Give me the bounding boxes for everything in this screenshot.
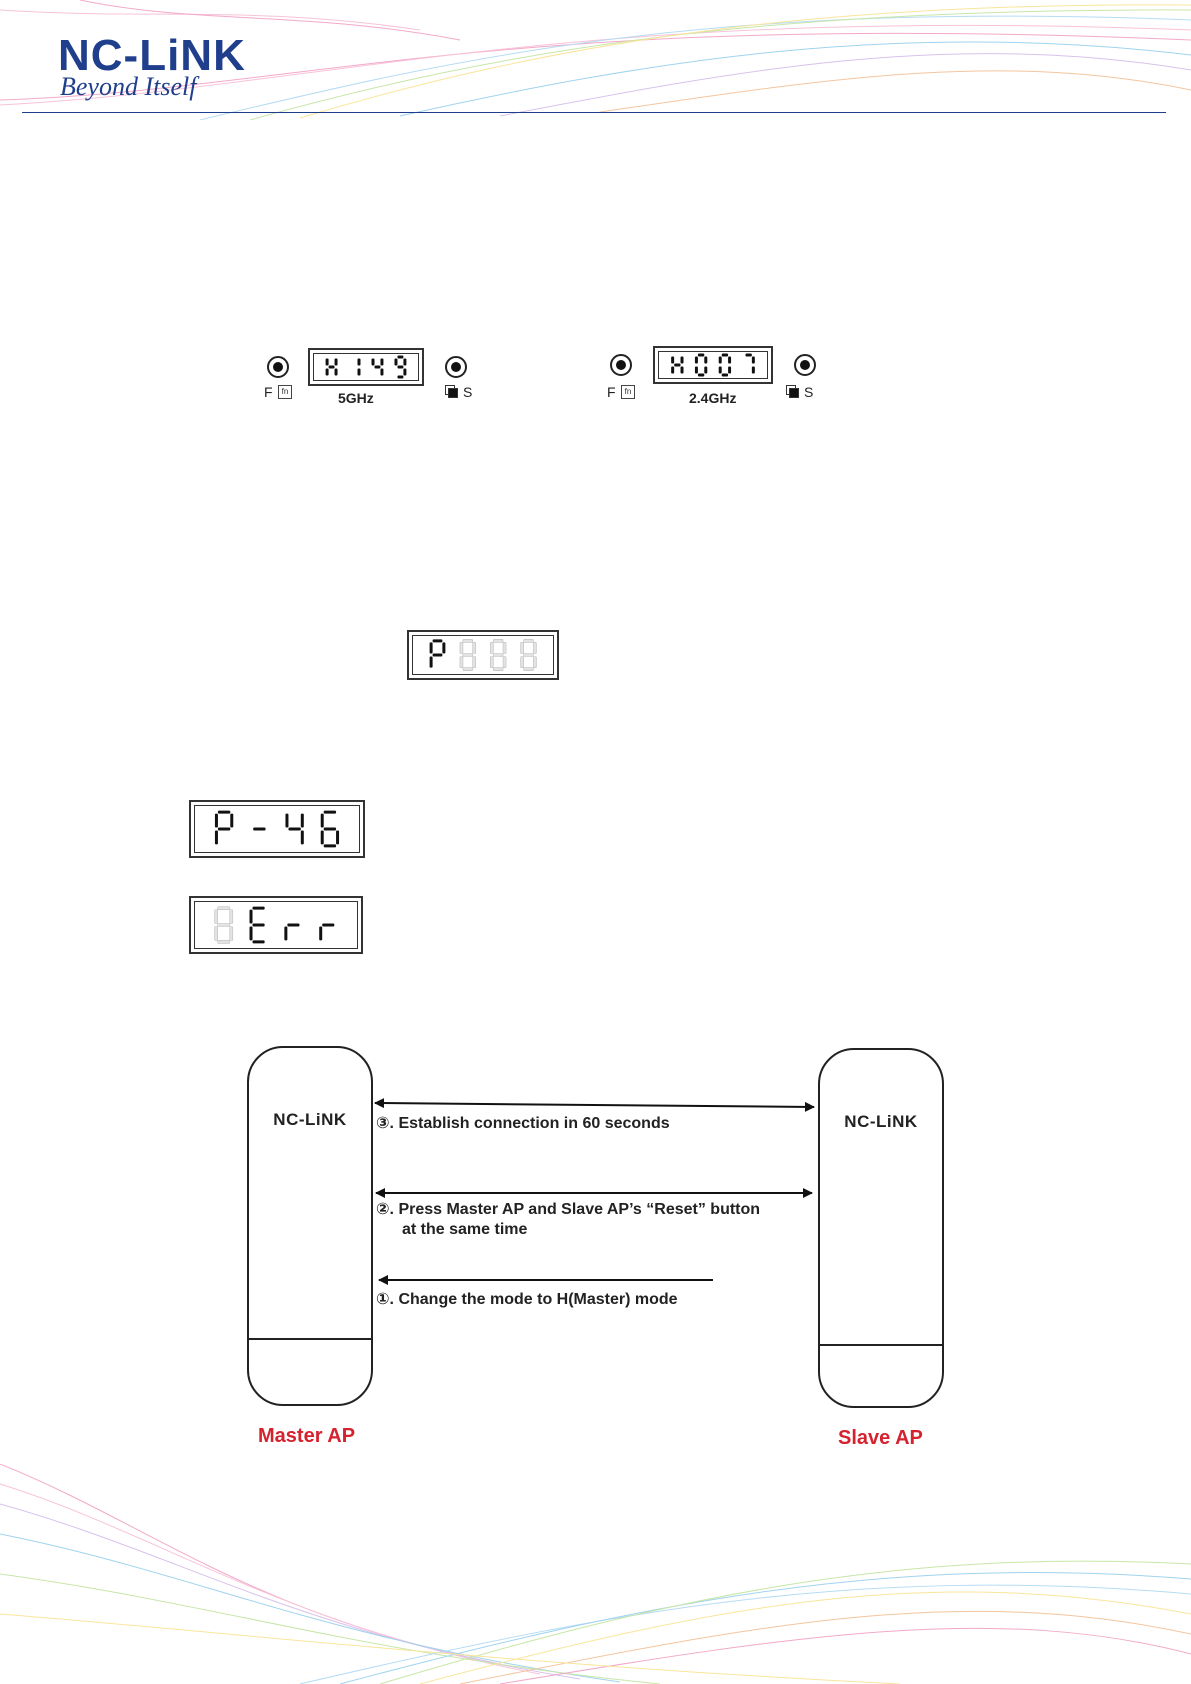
- segment-digit-3: [394, 355, 406, 378]
- s-button-label: S: [463, 384, 473, 400]
- footer-decoration: [0, 1464, 1191, 1684]
- step-2-text: [376, 1200, 760, 1240]
- segment-digit-2: [490, 639, 506, 670]
- segment-digit-2: [285, 814, 303, 845]
- master-ap-caption: Master AP: [258, 1425, 356, 1447]
- slave-ap-caption: Slave AP: [838, 1427, 923, 1449]
- led-display: [308, 348, 424, 386]
- f-button-label: F: [264, 384, 273, 400]
- segment-digit-3: [319, 924, 334, 941]
- segment-digit-3: [321, 811, 339, 848]
- band-label: 5GHz: [338, 390, 374, 406]
- segment-digit-3: [745, 353, 754, 373]
- error-display: [189, 896, 363, 954]
- segment-digit-1: [695, 353, 707, 376]
- logo-wordmark: NC-LiNK: [58, 31, 246, 80]
- fn-icon: fn: [621, 385, 635, 399]
- display-panel-5ghz: [262, 348, 482, 408]
- segment-digit-0: [215, 811, 233, 845]
- step-marker: ③: [376, 1115, 390, 1132]
- segment-digit-2: [284, 924, 299, 941]
- led-display: [653, 346, 773, 384]
- f-button[interactable]: [610, 354, 632, 376]
- device-divider: [820, 1344, 942, 1346]
- segment-digit-2: [372, 358, 384, 375]
- s-button[interactable]: [445, 356, 467, 378]
- step-text: . Press Master AP and Slave AP’s “Reset” button: [389, 1201, 761, 1218]
- pairing-display: [407, 630, 559, 680]
- display-panel-2-4ghz: [605, 346, 825, 406]
- step-marker: ②: [376, 1201, 390, 1218]
- signal-display: [189, 800, 365, 858]
- segment-digit-1: [253, 828, 265, 831]
- seg-digits: [191, 898, 361, 952]
- segment-digit-1: [460, 639, 476, 670]
- seg-digits: [191, 802, 363, 856]
- slave-ap-device: [818, 1048, 944, 1408]
- device-divider: [249, 1338, 371, 1340]
- segment-digit-1: [357, 358, 360, 375]
- seg-digits: [655, 348, 771, 382]
- segment-digit-1: [250, 907, 265, 944]
- device-brand: NC-LiNK: [844, 1112, 918, 1131]
- segment-digit-0: [326, 358, 338, 375]
- header-divider: [22, 112, 1166, 113]
- segment-digit-0: [215, 907, 233, 944]
- step-text: . Change the mode to H(Master) mode: [389, 1291, 678, 1308]
- step-text-continued: at the same time: [402, 1221, 528, 1238]
- copy-icon: [786, 385, 798, 397]
- f-button-label: F: [607, 384, 616, 400]
- logo-tagline: Beyond Itself: [60, 72, 197, 101]
- step-3-text: [376, 1114, 670, 1134]
- brand-logo: [58, 31, 328, 104]
- copy-icon: [445, 385, 457, 397]
- f-button[interactable]: [267, 356, 289, 378]
- band-label: 2.4GHz: [689, 390, 737, 406]
- segment-digit-0: [671, 356, 683, 373]
- master-ap-device: [247, 1046, 373, 1406]
- device-brand: NC-LiNK: [273, 1110, 347, 1129]
- s-button-label: S: [804, 384, 814, 400]
- step-marker: ①: [376, 1291, 390, 1308]
- s-button[interactable]: [794, 354, 816, 376]
- step-text: . Establish connection in 60 seconds: [389, 1115, 670, 1132]
- step-1-text: [376, 1290, 678, 1310]
- fn-icon: fn: [278, 385, 292, 399]
- seg-digits: [409, 632, 557, 678]
- segment-digit-3: [521, 639, 537, 670]
- segment-digit-0: [430, 639, 446, 667]
- seg-digits: [310, 350, 422, 384]
- segment-digit-2: [719, 353, 731, 376]
